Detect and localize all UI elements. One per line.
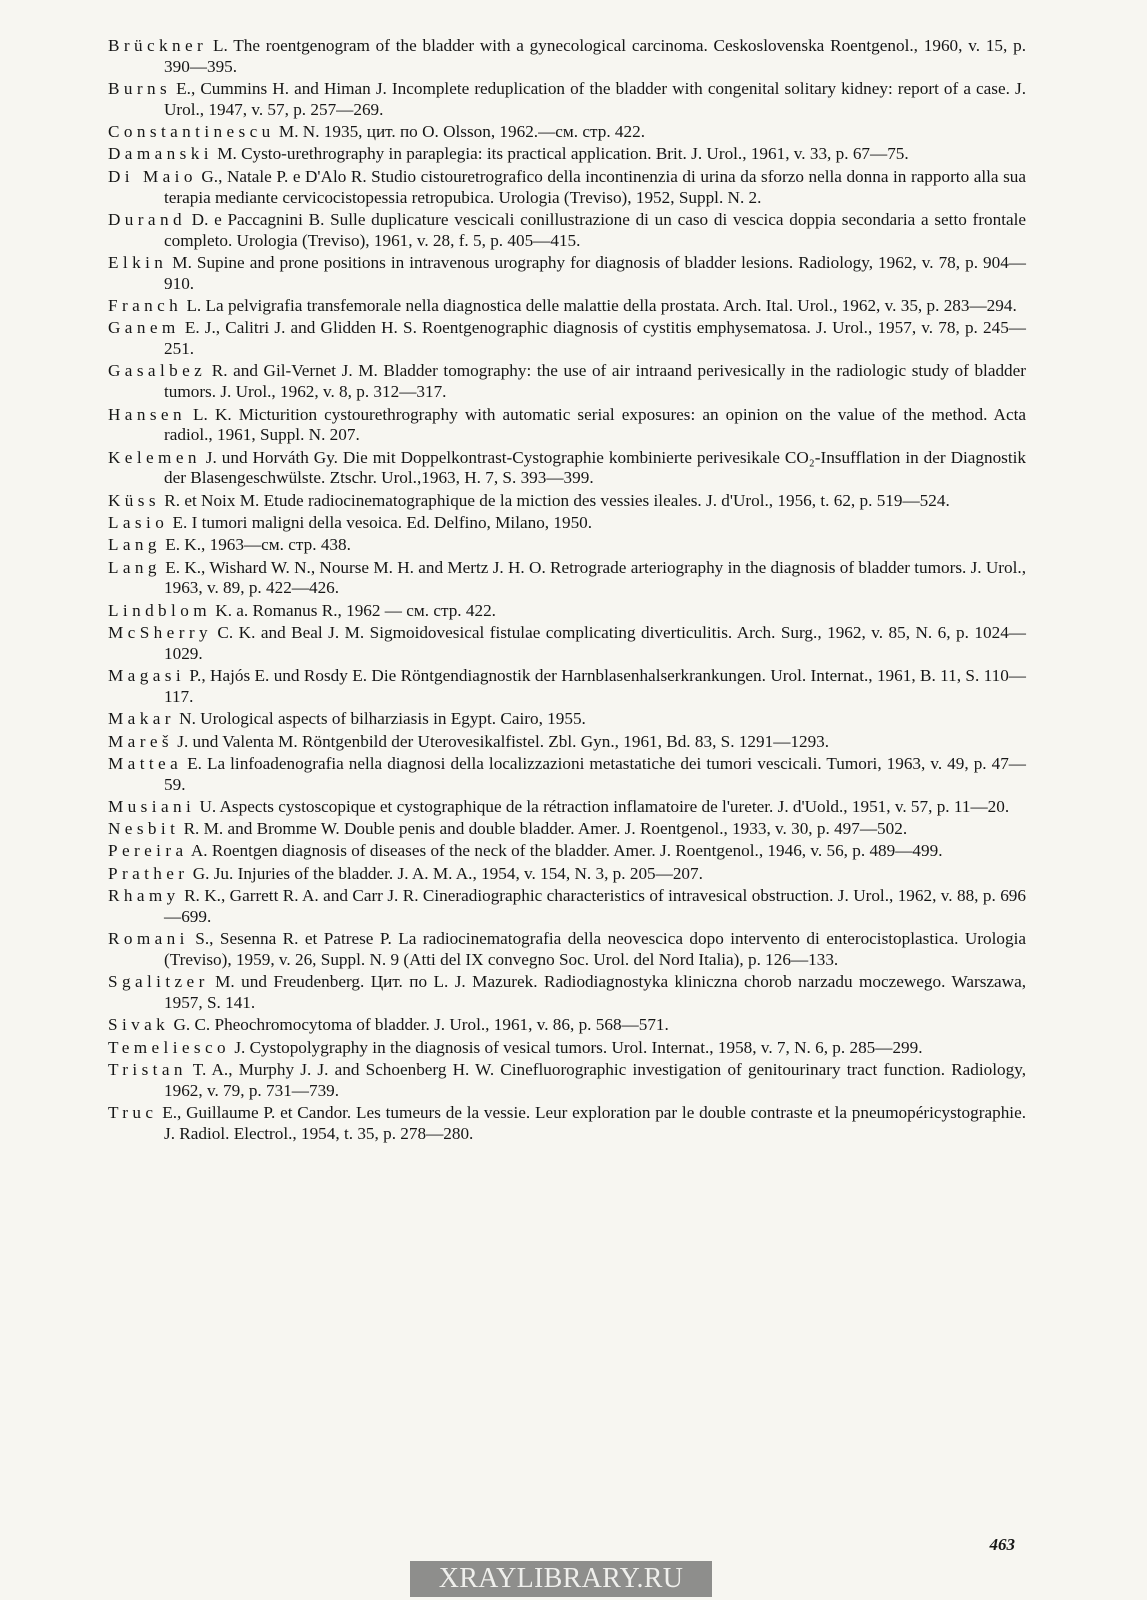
reference-author: Kelemen bbox=[108, 447, 201, 467]
reference-text: C. K. and Beal J. M. Sigmoidovesical fistulae complicating diverticulitis. Arch. Surg., 1962, v. 85, N. 6, p. 1024—1029. bbox=[164, 623, 1026, 663]
reference-text: J. und Horváth Gy. Die mit Doppelkontrast-Cystographie kombinierte perivesikale CO₂-Insufflation in der Diagnostik der Blasengeschwülste. Ztschr. Urol.,1963, H. 7, S. 393—399. bbox=[164, 447, 1026, 488]
reference-author: Musiani bbox=[108, 796, 196, 816]
reference-entry bbox=[108, 167, 1026, 209]
reference-author: Ganem bbox=[108, 318, 180, 338]
reference-author: Mareš bbox=[108, 731, 173, 751]
reference-author: Lang bbox=[108, 535, 161, 555]
reference-text: M. Cysto-urethrography in paraplegia: its practical application. Brit. J. Urol., 1961, v. 33, p. 67—75. bbox=[212, 144, 909, 164]
reference-entry bbox=[108, 210, 1026, 252]
reference-text: E., Cummins H. and Himan J. Incomplete reduplication of the bladder with congenital solitary kidney: report of a case. J. Urol., 1947, v. 57, p. 257—269. bbox=[164, 79, 1026, 119]
reference-entry bbox=[108, 558, 1026, 600]
reference-entry bbox=[108, 754, 1026, 796]
reference-author: Lasio bbox=[108, 513, 169, 533]
reference-author: Franch bbox=[108, 296, 183, 316]
reference-entry bbox=[108, 122, 1026, 143]
reference-entry bbox=[108, 666, 1026, 708]
reference-entry bbox=[108, 864, 1026, 885]
reference-text: L. La pelvigrafia transfemorale nella diagnostica delle malattie della prostata. Arch. Ital. Urol., 1962, v. 35, p. 283—294. bbox=[182, 296, 1017, 316]
reference-entry bbox=[108, 405, 1026, 447]
reference-author: Gasalbez bbox=[108, 361, 207, 381]
reference-author: Prather bbox=[108, 863, 189, 883]
reference-entry bbox=[108, 318, 1026, 360]
reference-text: L. The roentgenogram of the bladder with a gynecological carcinoma. Ceskoslovenska Roentgenol., 1960, v. 15, p. 390—395. bbox=[164, 36, 1026, 76]
reference-author: Pereira bbox=[108, 841, 188, 861]
reference-entry bbox=[108, 361, 1026, 403]
reference-text: S., Sesenna R. et Patrese P. La radiocinematografia della neovescica dopo intervento di enterocistoplastica. Urologia (Treviso), 1959, v. 26, Suppl. N. 9 (Atti del IX convegno Soc. Urol. del Nord Italia), p. 126—133. bbox=[164, 929, 1026, 969]
reference-text: R. and Gil-Vernet J. M. Bladder tomography: the use of air intraand perivesically in the radiologic study of bladder tumors. J. Urol., 1962, v. 8, p. 312—317. bbox=[164, 361, 1026, 402]
reference-author: Mattea bbox=[108, 753, 183, 773]
reference-text: L. K. Micturition cystourethrography with automatic serial exposures: an opinion on the value of the method. Acta radiol., 1961, Suppl. N. 207. bbox=[164, 404, 1026, 445]
reference-text: R. M. and Bromme W. Double penis and double bladder. Amer. J. Roentgenol., 1933, v. 30, p. 497—502. bbox=[179, 819, 908, 839]
reference-entry bbox=[108, 929, 1026, 971]
reference-entry bbox=[108, 623, 1026, 665]
reference-author: Brückner bbox=[108, 36, 208, 55]
reference-text: G. C. Pheochromocytoma of bladder. J. Urol., 1961, v. 86, p. 568—571. bbox=[169, 1015, 669, 1035]
reference-entry bbox=[108, 709, 1026, 730]
reference-entry bbox=[108, 253, 1026, 295]
reference-author: Truc bbox=[108, 1103, 158, 1123]
reference-entry bbox=[108, 491, 1026, 512]
reference-entry bbox=[108, 841, 1026, 862]
reference-entry bbox=[108, 1038, 1026, 1059]
reference-author: Lang bbox=[108, 557, 161, 577]
reference-entry bbox=[108, 732, 1026, 753]
reference-text: M. N. 1935, цит. по O. Olsson, 1962.—см. стр. 422. bbox=[274, 122, 645, 142]
reference-text: U. Aspects cystoscopique et cystographique de la rétraction inflamatoire de l'ureter. J. d'Uold., 1951, v. 57, p. 11—20. bbox=[195, 796, 1010, 816]
reference-text: E. I tumori maligni della vesoica. Ed. Delfino, Milano, 1950. bbox=[168, 513, 593, 533]
reference-entry bbox=[108, 79, 1026, 121]
reference-entry bbox=[108, 144, 1026, 165]
reference-author: Lindblom bbox=[108, 600, 211, 620]
reference-entry bbox=[108, 601, 1026, 622]
reference-author: Tristan bbox=[108, 1059, 187, 1079]
reference-entry bbox=[108, 448, 1026, 490]
reference-text: G. Ju. Injuries of the bladder. J. A. M. A., 1954, v. 154, N. 3, p. 205—207. bbox=[188, 863, 703, 883]
reference-text: E., Guillaume P. et Candor. Les tumeurs de la vessie. Leur exploration par le double contraste et la pneumopéricystographie. J. Radiol. Electrol., 1954, t. 35, p. 278—280. bbox=[157, 1103, 1026, 1143]
reference-text: D. e Paccagnini B. Sulle duplicature vescicali conillustrazione di un caso di vescica doppia secondaria a setto frontale completo. Urologia (Treviso), 1961, v. 28, f. 5, p. 405—415. bbox=[164, 209, 1026, 250]
reference-text: R. K., Garrett R. A. and Carr J. R. Cineradiographic characteristics of intravesical obstruction. J. Urol., 1962, v. 88, p. 696—699. bbox=[164, 886, 1026, 926]
reference-entry bbox=[108, 1015, 1026, 1036]
reference-author: Makar bbox=[108, 709, 175, 729]
reference-author: Temeliesco bbox=[108, 1037, 231, 1057]
reference-entry bbox=[108, 36, 1026, 78]
reference-author: McSherry bbox=[108, 623, 212, 643]
reference-entry bbox=[108, 886, 1026, 928]
reference-entry bbox=[108, 296, 1026, 317]
reference-entry bbox=[108, 513, 1026, 534]
watermark-banner: XRAYLIBRARY.RU bbox=[410, 1561, 712, 1597]
reference-text: R. et Noix M. Etude radiocinematographique de la miction des vessies ileales. J. d'Urol., 1956, t. 62, p. 519—524. bbox=[159, 490, 950, 510]
reference-author: Romani bbox=[108, 929, 189, 949]
reference-author: Küss bbox=[108, 490, 160, 510]
reference-author: Constantinescu bbox=[108, 122, 275, 142]
reference-author: Magasi bbox=[108, 666, 185, 686]
reference-entry bbox=[108, 1060, 1026, 1102]
reference-text: K. a. Romanus R., 1962 — см. стр. 422. bbox=[211, 600, 496, 620]
reference-text: P., Hajós E. und Rosdy E. Die Röntgendiagnostik der Harnblasenhalserkrankungen. Urol. Internat., 1961, B. 11, S. 110—117. bbox=[164, 666, 1026, 706]
reference-author: Sgalitzer bbox=[108, 972, 209, 992]
reference-author: Burns bbox=[108, 79, 172, 99]
reference-author: Sivak bbox=[108, 1015, 170, 1035]
reference-text: E. La linfoadenografia nella diagnosi della localizzazioni metastatiche dei tumori vescicali. Tumori, 1963, v. 49, p. 47—59. bbox=[164, 753, 1026, 794]
page-number: 463 bbox=[989, 1535, 1015, 1554]
reference-text: M. Supine and prone positions in intravenous urography for diagnosis of bladder lesions. Radiology, 1962, v. 78, p. 904—910. bbox=[164, 252, 1026, 293]
reference-entry bbox=[108, 1103, 1026, 1145]
reference-entry bbox=[108, 535, 1026, 556]
reference-text: N. Urological aspects of bilharziasis in Egypt. Cairo, 1955. bbox=[174, 709, 586, 729]
reference-text: J. Cystopolygraphy in the diagnosis of vesical tumors. Urol. Internat., 1958, v. 7, N. 6, p. 285—299. bbox=[230, 1037, 923, 1057]
reference-text: T. A., Murphy J. J. and Schoenberg H. W. Cinefluorographic investigation of genitourinary tract function. Radiology, 1962, v. 79, p. 731—739. bbox=[164, 1059, 1026, 1100]
reference-author: Di Maio bbox=[108, 166, 197, 186]
reference-text: G., Natale P. e D'Alo R. Studio cistouretrografico della incontinenzia di urina da sforzo nella donna in rapporto alla sua terapia mediante cervicocistopessia retropubica. Urologia (Treviso), 1952, Suppl. N. 2. bbox=[164, 166, 1026, 207]
reference-text: E. K., 1963—см. стр. 438. bbox=[160, 535, 351, 555]
reference-author: Rhamy bbox=[108, 886, 180, 906]
reference-list bbox=[108, 36, 1026, 1146]
reference-author: Durand bbox=[108, 209, 186, 229]
reference-text: E. K., Wishard W. N., Nourse M. H. and Mertz J. H. O. Retrograde arteriography in the diagnosis of bladder tumors. J. Urol., 1963, v. 89, p. 422—426. bbox=[160, 557, 1026, 598]
reference-text: J. und Valenta M. Röntgenbild der Uterovesikalfistel. Zbl. Gyn., 1961, Bd. 83, S. 1291—1293. bbox=[172, 731, 830, 751]
reference-author: Elkin bbox=[108, 252, 168, 272]
reference-text: A. Roentgen diagnosis of diseases of the neck of the bladder. Amer. J. Roentgenol., 1946, v. 56, p. 489—499. bbox=[187, 841, 943, 861]
reference-entry bbox=[108, 972, 1026, 1014]
reference-author: Hansen bbox=[108, 404, 186, 424]
reference-text: M. und Freudenberg. Цит. по L. J. Mazurek. Radiodiagnostyka kliniczna chorob narzadu moczewego. Warszawa, 1957, S. 141. bbox=[164, 972, 1026, 1013]
reference-entry bbox=[108, 797, 1026, 818]
reference-author: Damanski bbox=[108, 144, 213, 164]
reference-author: Nesbit bbox=[108, 819, 180, 839]
reference-text: E. J., Calitri J. and Glidden H. S. Roentgenographic diagnosis of cystitis emphysematosa. J. Urol., 1957, v. 78, p. 245—251. bbox=[164, 318, 1026, 359]
reference-entry bbox=[108, 819, 1026, 840]
